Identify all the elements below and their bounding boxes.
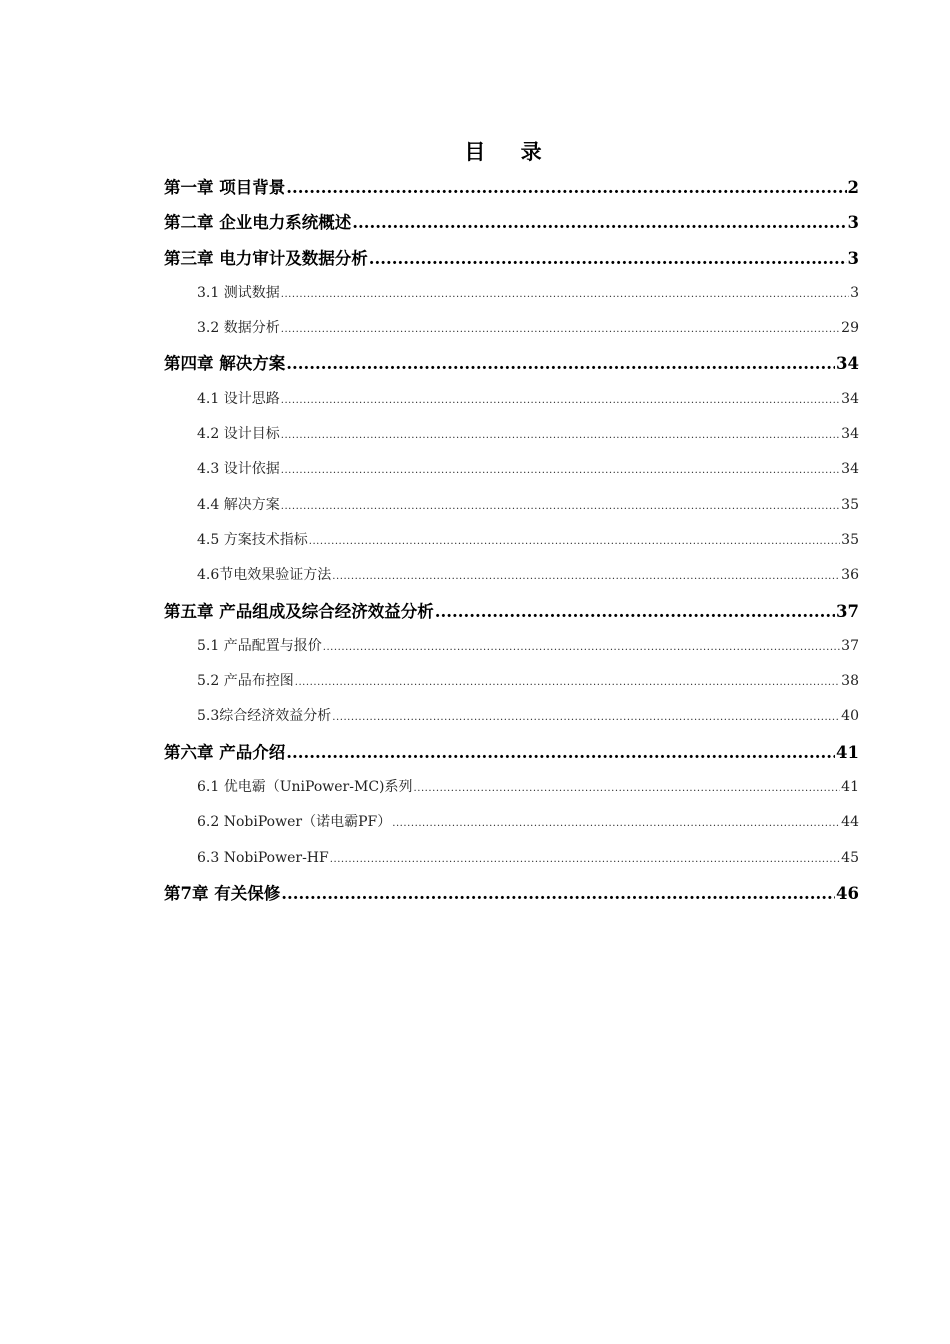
- toc-entry-label: 第7章 有关保修: [164, 883, 281, 903]
- toc-entry-label: 4.5 方案技术指标: [197, 531, 308, 548]
- toc-entry-page: 3: [847, 213, 859, 233]
- toc-entry-page: 44: [841, 814, 859, 831]
- toc-entry-page: 41: [836, 742, 859, 762]
- toc-leader-dots: [286, 346, 835, 381]
- toc-leader-dots: [281, 276, 849, 312]
- toc-entry[interactable]: [164, 276, 859, 311]
- toc-leader-dots: [281, 488, 840, 524]
- toc-entry[interactable]: [164, 170, 859, 205]
- toc-leader-dots: [286, 170, 846, 205]
- toc-entry-label: 4.2 设计目标: [197, 426, 280, 443]
- toc-entry-label: 第二章 企业电力系统概述: [164, 213, 352, 233]
- toc-entry[interactable]: [164, 805, 859, 840]
- toc-entry-page: 37: [836, 601, 859, 621]
- toc-leader-dots: [309, 523, 840, 559]
- toc-entry-page: 34: [836, 354, 859, 374]
- table-of-contents: [164, 170, 859, 911]
- toc-title: 目 录: [464, 139, 556, 164]
- toc-entry-page: 34: [841, 390, 859, 407]
- toc-entry[interactable]: [164, 876, 859, 911]
- toc-entry-page: 29: [841, 320, 859, 337]
- toc-entry[interactable]: [164, 205, 859, 240]
- toc-leader-dots: [352, 205, 846, 240]
- toc-entry[interactable]: [164, 558, 859, 593]
- toc-entry-page: 37: [841, 637, 859, 654]
- toc-entry-label: 第五章 产品组成及综合经济效益分析: [164, 601, 434, 621]
- toc-entry-page: 3: [847, 248, 859, 268]
- toc-entry[interactable]: [164, 699, 859, 734]
- toc-leader-dots: [332, 558, 840, 594]
- toc-leader-dots: [323, 629, 840, 665]
- toc-entry[interactable]: [164, 629, 859, 664]
- toc-leader-dots: [330, 841, 840, 877]
- toc-leader-dots: [286, 735, 835, 770]
- toc-entry-label: 4.4 解决方案: [197, 496, 280, 513]
- toc-entry-label: 3.1 测试数据: [197, 284, 280, 301]
- toc-entry-page: 36: [841, 567, 859, 584]
- toc-leader-dots: [414, 770, 841, 806]
- toc-entry[interactable]: [164, 488, 859, 523]
- toc-entry-label: 6.1 优电霸（UniPower-MC)系列: [197, 779, 413, 796]
- toc-entry-page: 41: [841, 779, 859, 796]
- toc-entry-label: 6.2 NobiPower（诺电霸PF）: [197, 814, 392, 831]
- toc-entry-page: 35: [841, 496, 859, 513]
- toc-entry-page: 2: [847, 178, 859, 197]
- toc-entry[interactable]: [164, 594, 859, 629]
- toc-entry-page: 46: [836, 883, 859, 903]
- toc-entry-label: 4.6节电效果验证方法: [197, 567, 332, 584]
- toc-leader-dots: [281, 311, 840, 347]
- toc-entry[interactable]: [164, 346, 859, 381]
- toc-leader-dots: [281, 452, 840, 488]
- toc-entry[interactable]: [164, 311, 859, 346]
- toc-entry[interactable]: [164, 735, 859, 770]
- toc-leader-dots: [435, 594, 835, 629]
- toc-leader-dots: [332, 699, 840, 735]
- toc-entry[interactable]: [164, 241, 859, 276]
- toc-entry-label: 5.1 产品配置与报价: [197, 637, 322, 654]
- toc-entry[interactable]: [164, 523, 859, 558]
- toc-entry-page: 34: [841, 461, 859, 478]
- toc-entry-label: 第六章 产品介绍: [164, 742, 286, 762]
- toc-entry-page: 34: [841, 426, 859, 443]
- toc-entry-label: 5.2 产品布控图: [197, 673, 294, 690]
- toc-entry-label: 6.3 NobiPower-HF: [197, 849, 329, 866]
- toc-entry[interactable]: [164, 417, 859, 452]
- toc-entry-label: 4.1 设计思路: [197, 390, 280, 407]
- toc-entry-label: 第三章 电力审计及数据分析: [164, 248, 368, 268]
- toc-entry-label: 5.3综合经济效益分析: [197, 708, 332, 725]
- toc-entry-page: 3: [850, 284, 859, 301]
- toc-leader-dots: [281, 382, 840, 418]
- toc-entry-label: 3.2 数据分析: [197, 320, 280, 337]
- toc-entry-page: 45: [841, 849, 859, 866]
- toc-entry[interactable]: [164, 664, 859, 699]
- toc-leader-dots: [295, 664, 840, 700]
- toc-entry[interactable]: [164, 770, 859, 805]
- toc-entry-label: 第一章 项目背景: [164, 178, 286, 197]
- toc-entry-page: 38: [841, 673, 859, 690]
- toc-leader-dots: [281, 417, 840, 453]
- toc-entry-page: 35: [841, 531, 859, 548]
- toc-entry[interactable]: [164, 382, 859, 417]
- toc-leader-dots: [369, 241, 847, 276]
- toc-entry[interactable]: [164, 841, 859, 876]
- toc-entry[interactable]: [164, 452, 859, 487]
- toc-entry-page: 40: [841, 708, 859, 725]
- toc-leader-dots: [392, 805, 840, 841]
- toc-leader-dots: [281, 876, 835, 911]
- toc-entry-label: 第四章 解决方案: [164, 354, 286, 374]
- toc-entry-label: 4.3 设计依据: [197, 461, 280, 478]
